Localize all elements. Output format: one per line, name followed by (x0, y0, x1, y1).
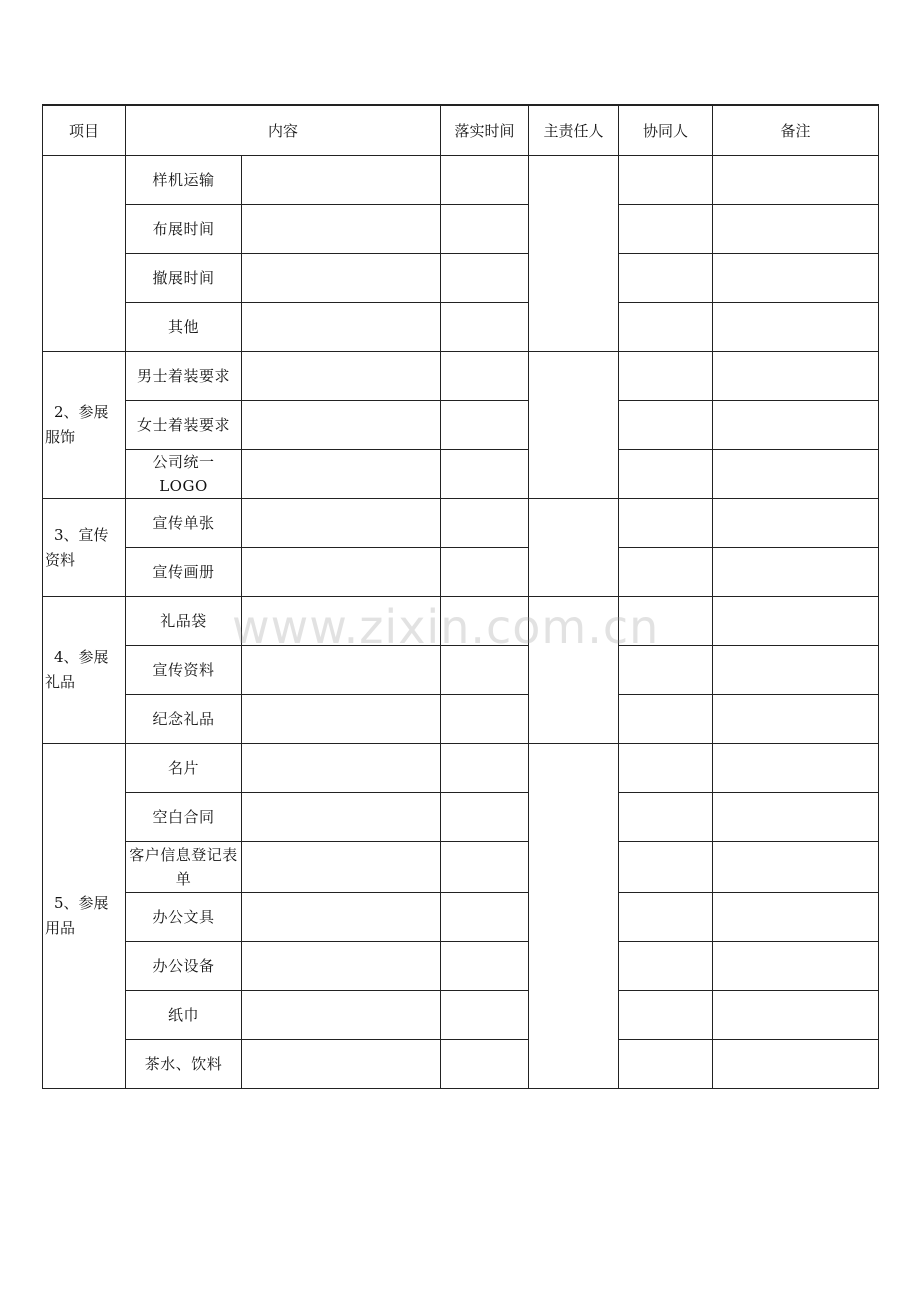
header-remark: 备注 (713, 105, 879, 156)
remark-cell (713, 352, 879, 401)
content-cell (242, 548, 441, 597)
remark-cell (713, 1040, 879, 1089)
category-cell (43, 156, 126, 352)
content-cell (242, 942, 441, 991)
assist-cell (619, 303, 713, 352)
item-label: 茶水、饮料 (126, 1040, 242, 1089)
category-text: 礼品 (45, 673, 76, 691)
remark-cell (713, 205, 879, 254)
table-row (43, 793, 879, 842)
category-number: 4、参展 (54, 648, 109, 666)
time-cell (441, 303, 529, 352)
assist-cell (619, 352, 713, 401)
time-cell (441, 793, 529, 842)
remark-cell (713, 548, 879, 597)
remark-cell (713, 156, 879, 205)
time-cell (441, 1040, 529, 1089)
remark-cell (713, 991, 879, 1040)
category-number: 2、参展 (54, 403, 109, 421)
table-row (43, 548, 879, 597)
content-cell (242, 991, 441, 1040)
assist-cell (619, 646, 713, 695)
remark-cell (713, 450, 879, 499)
time-cell (441, 254, 529, 303)
table-row (43, 744, 879, 793)
time-cell (441, 744, 529, 793)
header-project: 项目 (43, 105, 126, 156)
time-cell (441, 646, 529, 695)
content-cell (242, 842, 441, 893)
category-text: 服饰 (45, 428, 76, 446)
category-cell (43, 499, 126, 597)
table-row (43, 991, 879, 1040)
table-row (43, 401, 879, 450)
remark-cell (713, 597, 879, 646)
item-label: 纪念礼品 (126, 695, 242, 744)
assist-cell (619, 597, 713, 646)
table-row (43, 695, 879, 744)
table-row (43, 450, 879, 499)
lead-cell (529, 744, 619, 1089)
item-label: 办公设备 (126, 942, 242, 991)
header-time: 落实时间 (441, 105, 529, 156)
item-label: 样机运输 (126, 156, 242, 205)
table-row (43, 352, 879, 401)
assist-cell (619, 450, 713, 499)
remark-cell (713, 646, 879, 695)
content-cell (242, 744, 441, 793)
item-label: 空白合同 (126, 793, 242, 842)
time-cell (441, 942, 529, 991)
content-cell (242, 597, 441, 646)
table-row (43, 205, 879, 254)
table-row (43, 254, 879, 303)
content-cell (242, 1040, 441, 1089)
content-cell (242, 156, 441, 205)
time-cell (441, 499, 529, 548)
watermark: www.zixin.com.cn (232, 600, 660, 654)
lead-cell (529, 352, 619, 499)
remark-cell (713, 842, 879, 893)
item-label: 客户信息登记表单 (126, 842, 242, 893)
table-row (43, 1040, 879, 1089)
category-cell (43, 597, 126, 744)
content-cell (242, 303, 441, 352)
time-cell (441, 450, 529, 499)
category-cell (43, 352, 126, 499)
assist-cell (619, 1040, 713, 1089)
content-cell (242, 893, 441, 942)
time-cell (441, 842, 529, 893)
assist-cell (619, 205, 713, 254)
assist-cell (619, 942, 713, 991)
table-row (43, 499, 879, 548)
assist-cell (619, 893, 713, 942)
item-label: 名片 (126, 744, 242, 793)
time-cell (441, 205, 529, 254)
lead-cell (529, 156, 619, 352)
time-cell (441, 156, 529, 205)
assist-cell (619, 156, 713, 205)
assist-cell (619, 991, 713, 1040)
assist-cell (619, 695, 713, 744)
assist-cell (619, 499, 713, 548)
item-label: 布展时间 (126, 205, 242, 254)
table-row (43, 646, 879, 695)
remark-cell (713, 695, 879, 744)
remark-cell (713, 793, 879, 842)
content-cell (242, 205, 441, 254)
item-label: 宣传画册 (126, 548, 242, 597)
header-row (43, 105, 879, 156)
remark-cell (713, 499, 879, 548)
category-number: 5、参展 (54, 894, 109, 912)
remark-cell (713, 254, 879, 303)
assist-cell (619, 548, 713, 597)
category-cell (43, 744, 126, 1089)
assist-cell (619, 254, 713, 303)
assist-cell (619, 793, 713, 842)
table-row (43, 942, 879, 991)
item-label: 礼品袋 (126, 597, 242, 646)
exhibition-plan-table (42, 104, 879, 1089)
content-cell (242, 695, 441, 744)
table-row (43, 303, 879, 352)
header-assist: 协同人 (619, 105, 713, 156)
time-cell (441, 548, 529, 597)
item-label: 公司统一LOGO (126, 450, 242, 499)
item-label: 男士着装要求 (126, 352, 242, 401)
item-label: 宣传单张 (126, 499, 242, 548)
time-cell (441, 352, 529, 401)
item-label: 办公文具 (126, 893, 242, 942)
remark-cell (713, 893, 879, 942)
category-text: 资料 (45, 550, 76, 569)
table-row (43, 842, 879, 893)
item-label: 女士着装要求 (126, 401, 242, 450)
content-cell (242, 352, 441, 401)
remark-cell (713, 744, 879, 793)
assist-cell (619, 401, 713, 450)
content-cell (242, 646, 441, 695)
assist-cell (619, 744, 713, 793)
time-cell (441, 401, 529, 450)
item-label: 宣传资料 (126, 646, 242, 695)
category-number (45, 244, 54, 262)
item-label: 撤展时间 (126, 254, 242, 303)
content-cell (242, 450, 441, 499)
lead-cell (529, 499, 619, 597)
time-cell (441, 695, 529, 744)
content-cell (242, 793, 441, 842)
remark-cell (713, 942, 879, 991)
table-row (43, 893, 879, 942)
time-cell (441, 991, 529, 1040)
time-cell (441, 597, 529, 646)
table-row (43, 156, 879, 205)
item-label: 其他 (126, 303, 242, 352)
plan-sheet (42, 104, 878, 1089)
lead-cell (529, 597, 619, 744)
remark-cell (713, 401, 879, 450)
assist-cell (619, 842, 713, 893)
content-cell (242, 401, 441, 450)
category-number: 3、宣传 (54, 525, 109, 544)
time-cell (441, 893, 529, 942)
header-lead: 主责任人 (529, 105, 619, 156)
category-text: 用品 (45, 919, 76, 937)
content-cell (242, 254, 441, 303)
header-content: 内容 (126, 105, 441, 156)
content-cell (242, 499, 441, 548)
table-row (43, 597, 879, 646)
item-label: 纸巾 (126, 991, 242, 1040)
remark-cell (713, 303, 879, 352)
